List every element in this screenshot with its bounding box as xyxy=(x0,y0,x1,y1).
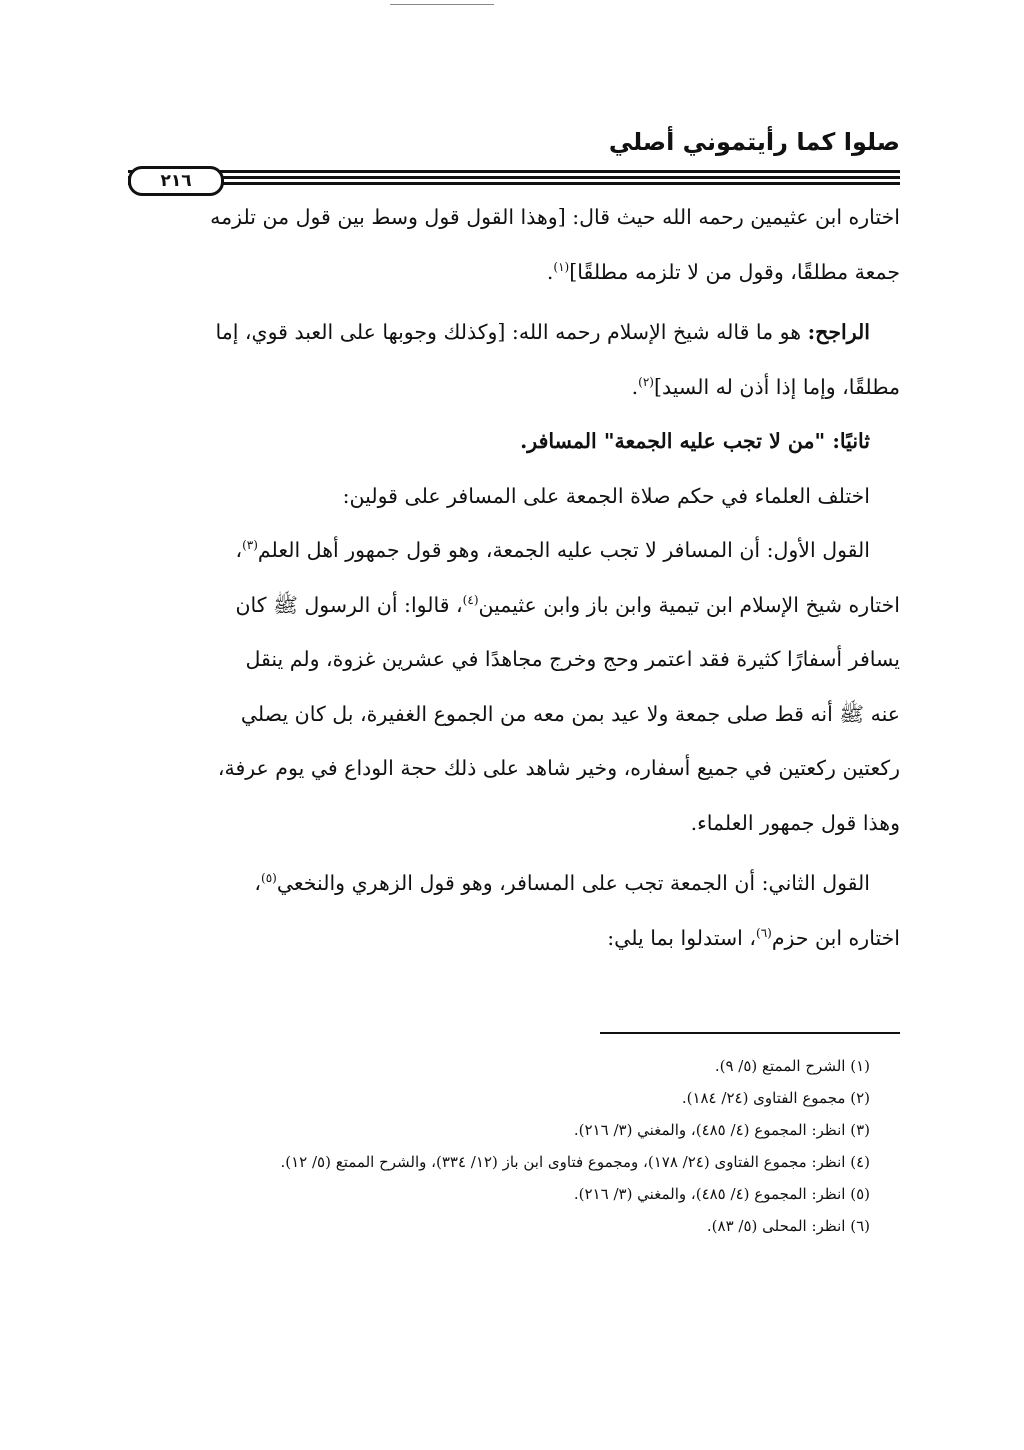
footnote-ref: (٣) xyxy=(242,538,258,553)
text-line: الراجح: هو ما قاله شيخ الإسلام رحمه الله: [وكذلك وجوبها على العبد قوي، إما xyxy=(215,320,870,344)
text-line: مطلقًا، وإما إذا أذن له السيد]$^{(٢)}$. xyxy=(631,374,900,399)
footnote-ref: (٥) xyxy=(261,871,277,886)
footnote: (٥) انظر: المجموع (٤/ ٤٨٥)، والمغني (٣/ ٢١٦). xyxy=(573,1185,870,1203)
text-line: اختلف العلماء في حكم صلاة الجمعة على المسافر على قولين: xyxy=(342,483,870,508)
footnote: (٣) انظر: المجموع (٤/ ٤٨٥)، والمغني (٣/ ٢١٦). xyxy=(573,1121,870,1139)
book-page xyxy=(128,128,900,1328)
text-line: وهذا قول جمهور العلماء. xyxy=(690,810,900,835)
running-header-title: صلوا كما رأيتموني أصلي xyxy=(608,128,900,156)
footnotes xyxy=(128,1050,900,1242)
text-line: جمعة مطلقًا، وقول من لا تلزمه مطلقًا]$^{(١)}$. xyxy=(546,259,900,284)
footnote: (١) الشرح الممتع (٥/ ٩). xyxy=(714,1057,870,1075)
text-line: عنه ﷺ أنه قط صلى جمعة ولا عيد بمن معه من الجموع الغفيرة، بل كان يصلي xyxy=(240,701,900,726)
section-heading: ثانيًا: "من لا تجب عليه الجمعة" المسافر. xyxy=(520,429,870,453)
footnote: (٢) مجموع الفتاوى (٢٤/ ١٨٤). xyxy=(681,1089,870,1107)
footnote-ref: (٦) xyxy=(756,925,772,940)
rajih-label: الراجح: xyxy=(807,320,870,344)
footnote-ref: (٢) xyxy=(638,374,654,389)
footnote-ref: (٤) xyxy=(462,592,479,607)
header-rule-top xyxy=(128,170,900,173)
text-line: القول الأول: أن المسافر لا تجب عليه الجمعة، وهو قول جمهور أهل العلم$^{(٣)}$، xyxy=(235,538,870,562)
text-line: اختاره ابن عثيمين رحمه الله حيث قال: [وهذا القول قول وسط بين قول من تلزمه xyxy=(210,205,900,229)
page-number: ٢١٦ xyxy=(128,166,224,196)
header-rule-middle xyxy=(128,176,900,179)
footnote-ref: (١) xyxy=(553,259,570,274)
text-line: اختاره ابن حزم$^{(٦)}$، استدلوا بما يلي: xyxy=(607,925,900,950)
top-edge-rule xyxy=(390,4,494,5)
text-line: اختاره شيخ الإسلام ابن تيمية وابن باز وابن عثيمين$^{(٤)}$، قالوا: أن الرسول ﷺ كان xyxy=(235,592,900,617)
text-line: القول الثاني: أن الجمعة تجب على المسافر، وهو قول الزهري والنخعي$^{(٥)}$، xyxy=(254,871,870,895)
text-line: يسافر أسفارًا كثيرة فقد اعتمر وحج وخرج مجاهدًا في عشرين غزوة، ولم ينقل xyxy=(245,647,900,671)
text-line: ركعتين ركعتين في جميع أسفاره، وخير شاهد على ذلك حجة الوداع في يوم عرفة، xyxy=(217,756,900,780)
footnote: (٦) انظر: المحلى (٥/ ٨٣). xyxy=(706,1217,870,1235)
footnote-separator xyxy=(600,1032,900,1034)
main-text xyxy=(128,190,900,965)
header-rule-bottom xyxy=(128,182,900,185)
footnote: (٤) انظر: مجموع الفتاوى (٢٤/ ١٧٨)، ومجموع فتاوى ابن باز (١٢/ ٣٣٤)، والشرح الممتع (٥/ ١٢). xyxy=(280,1153,870,1171)
